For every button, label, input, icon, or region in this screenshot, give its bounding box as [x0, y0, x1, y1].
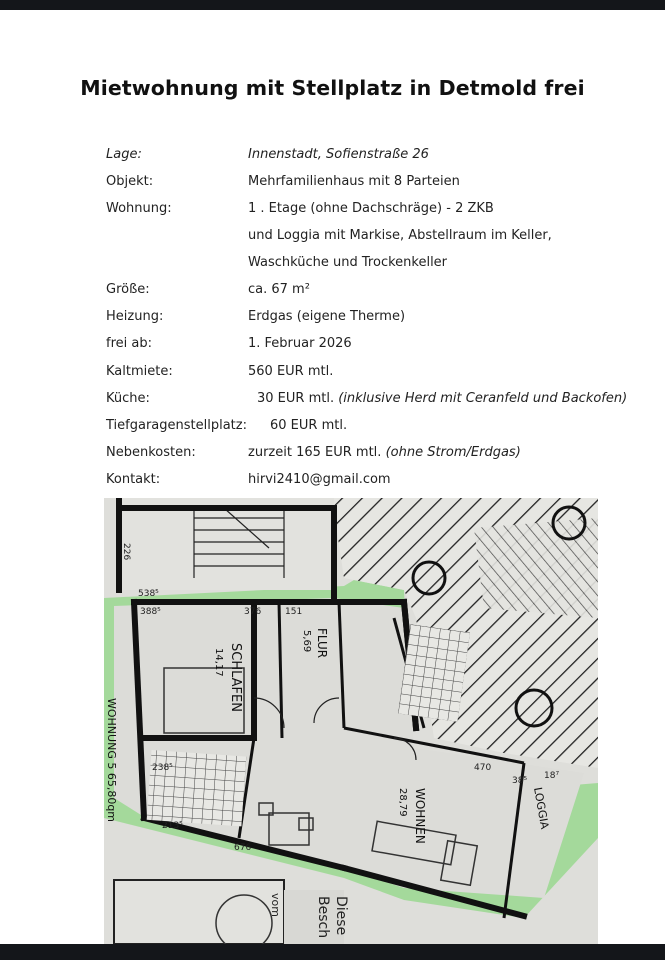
info-label: Heizung:: [106, 309, 164, 324]
info-value: zurzeit 165 EUR mtl. (ohne Strom/Erdgas): [248, 445, 521, 460]
dim-label: 470: [474, 763, 492, 773]
dim-label: 238⁵: [152, 763, 173, 773]
dim-label: 226: [121, 543, 131, 561]
info-label: Kaltmiete:: [106, 364, 173, 379]
info-label: Nebenkosten:: [106, 445, 196, 460]
info-label: Lage:: [106, 147, 142, 162]
dim-label: 376: [244, 607, 262, 617]
info-value: 1. Februar 2026: [248, 336, 352, 351]
label-wohnen: WOHNEN: [413, 788, 427, 844]
info-label: Objekt:: [106, 174, 154, 189]
info-label: Größe:: [106, 282, 150, 297]
kitchen-tiles: [398, 624, 470, 721]
info-value: Waschküche und Trockenkeller: [248, 255, 448, 270]
contact-email: hirvi2410@gmail.com: [248, 472, 391, 487]
label-schlafen: SCHLAFEN: [228, 643, 243, 712]
document-page: [0, 10, 665, 944]
floorplan-drawing: [104, 498, 598, 944]
sign-text-line: Besch: [315, 896, 331, 939]
dim-label: 213⁵: [162, 821, 183, 831]
label-wohnen-area: 28,79: [397, 788, 408, 817]
label-flur: FLUR: [315, 628, 329, 659]
label-schlafen-area: 14,17: [213, 648, 224, 677]
label-flur-area: 5,69: [301, 630, 312, 653]
label-loggia: LOGGIA: [531, 786, 552, 831]
sign-text-line: vom: [269, 893, 282, 917]
info-value: 60 EUR mtl.: [270, 418, 348, 433]
sign-text-line: Diese: [333, 896, 349, 936]
dim-label: 538⁵: [138, 589, 159, 599]
info-label: Küche:: [106, 391, 150, 406]
info-value: Erdgas (eigene Therme): [248, 309, 406, 324]
dim-label: 151: [285, 607, 303, 617]
info-value: 560 EUR mtl.: [248, 364, 334, 379]
bathroom-tiles: [147, 750, 247, 826]
dim-label: 38⁵: [512, 776, 528, 786]
dim-label: 388⁵: [140, 607, 161, 617]
bottom-bar: [0, 944, 665, 960]
info-value: Mehrfamilienhaus mit 8 Parteien: [248, 174, 460, 189]
info-value: 30 EUR mtl. (inklusive Herd mit Ceranfeld und Backofen): [257, 391, 628, 406]
info-label: frei ab:: [106, 336, 152, 351]
info-value: ca. 67 m²: [248, 282, 310, 297]
label-wohnung: WOHNUNG 5 65,80qm: [105, 698, 118, 823]
info-label: Wohnung:: [106, 201, 172, 216]
page-title: Mietwohnung mit Stellplatz in Detmold frei: [80, 76, 585, 100]
dim-label: 676: [234, 843, 252, 853]
top-bar: [0, 0, 665, 10]
cellar-area: [114, 880, 284, 944]
info-label: Kontakt:: [106, 472, 161, 487]
floorplan-image: [104, 498, 598, 944]
stairwell-area: [119, 498, 334, 590]
info-label: Tiefgaragenstellplatz:: [106, 418, 247, 433]
info-value: Innenstadt, Sofienstraße 26: [248, 147, 429, 162]
info-value: 1 . Etage (ohne Dachschräge) - 2 ZKB: [248, 201, 494, 216]
dim-label: 18⁷: [544, 771, 560, 781]
info-value: und Loggia mit Markise, Abstellraum im Keller,: [248, 228, 552, 243]
